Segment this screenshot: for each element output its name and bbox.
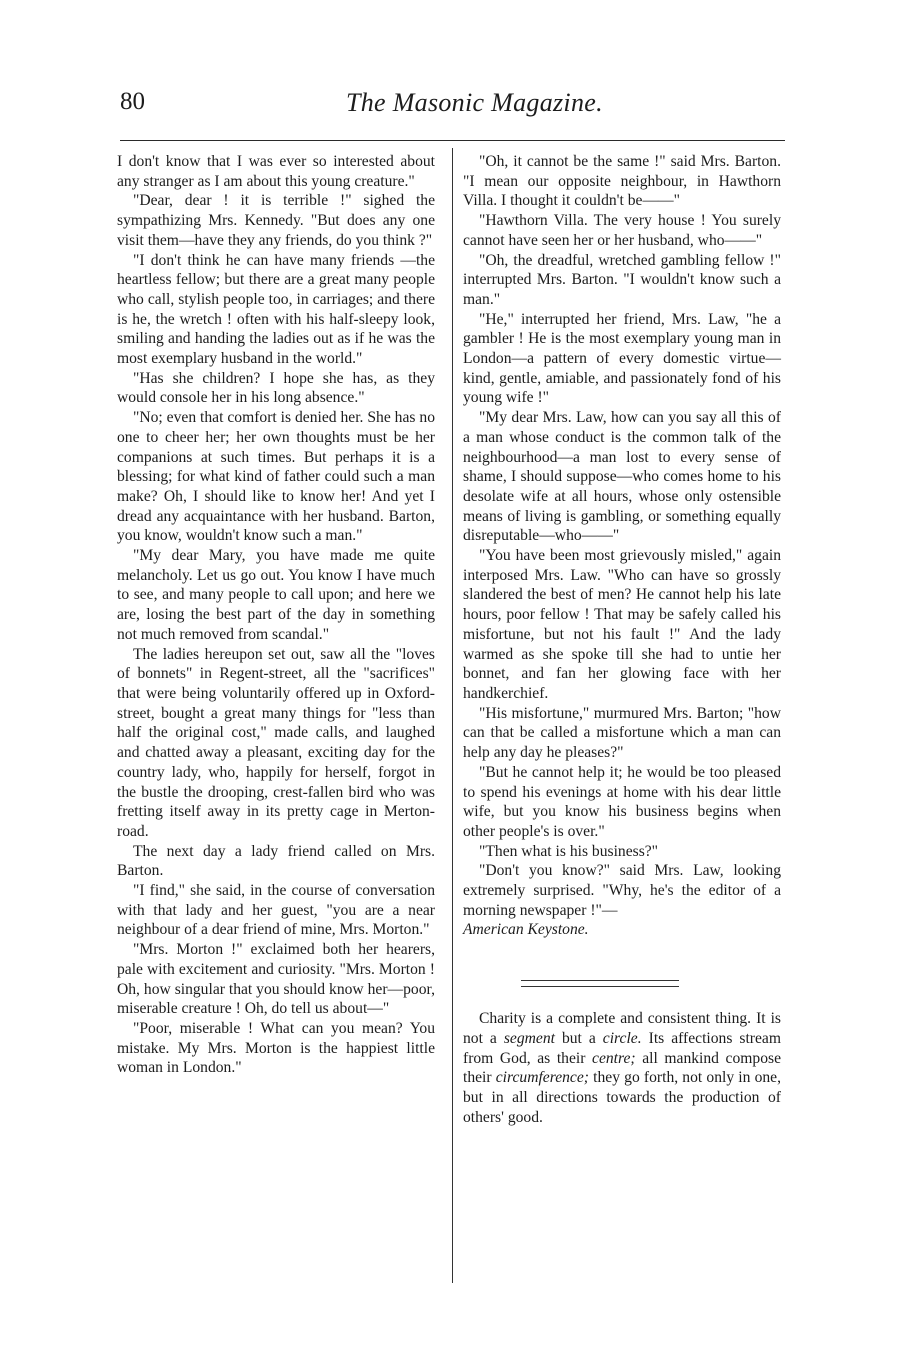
paragraph: "Then what is his business?": [479, 842, 659, 860]
paragraph: "But he cannot help it; he would be too pleased to spend his evenings at home with his dear little wife, but you know his business begins when other people's is over.": [463, 763, 781, 840]
charity-paragraph: [463, 1009, 781, 1127]
page-number: 80: [120, 88, 145, 115]
paragraph: The ladies hereupon set out, saw all the "loves of bonnets" in Regent-street, all the "sacrifices" that were being voluntarily offered up in Oxford-street, bought a great many things for "less than half the original cost," made calls, and laughed and chatted away a pleasant, exciting day for the country lady, who, happily for herself, forgot in the bustle the drooping, crest-fallen bird who was fretting itself away in its pretty cage in Merton-road.: [117, 645, 435, 840]
section-divider: [521, 980, 679, 987]
paragraph: "No; even that comfort is denied her. She has no one to cheer her; her own thoughts must be her companions at such times. But perhaps it is a blessing; for what kind of father could such a man make? Oh, I should like to know her! And yet I dread any acquaintance with her husband. Barton, you know, wouldn't know such a man.": [117, 409, 435, 545]
charity-italic: circumference;: [495, 1069, 589, 1087]
paragraph: "My dear Mary, you have made me quite melancholy. Let us go out. You know I have much to see, and many people to call upon; and here we are, losing the best part of the day in something not much removed from scandal.": [117, 547, 435, 643]
paragraph: "Oh, the dreadful, wretched gambling fellow !" interrupted Mrs. Barton. "I wouldn't know such a man.": [463, 251, 781, 308]
paragraph: I don't know that I was ever so interested about any stranger as I am about this young creature.": [117, 153, 435, 190]
article-signature: [463, 920, 781, 940]
charity-text: they go forth, not only in one, but in all directions towards the production of others' good.: [463, 1069, 781, 1126]
charity-text: Its affections stream from God, as their: [463, 1029, 781, 1067]
right-column: [463, 152, 781, 1127]
paragraph: "Mrs. Morton !" exclaimed both her hearers, pale with excitement and curiosity. "Mrs. Morton ! Oh, how singular that you should know her—poor, miserable creature ! Oh, do tell us about—": [117, 941, 435, 1018]
paragraph: "Has she children? I hope she has, as they would console her in his long absence.": [117, 369, 435, 407]
paragraph: "Don't you know?" said Mrs. Law, looking extremely surprised. "Why, he's the editor of a morning newspaper !"—: [463, 862, 781, 919]
left-column: [117, 152, 435, 1078]
paragraph: "Oh, it cannot be the same !" said Mrs. Barton. "I mean our opposite neighbour, in Hawthorn Villa. I thought it couldn't be——": [463, 153, 781, 210]
charity-text: Charity is a complete and consistent thing. It is not a: [463, 1010, 781, 1047]
charity-italic: circle.: [602, 1029, 642, 1047]
page-header: [0, 0, 901, 140]
paragraph: "I find," she said, in the course of conversation with that lady and her guest, "you are a near neighbour of a dear friend of mine, Mrs. Morton.": [117, 882, 435, 939]
paragraph: The next day a lady friend called on Mrs. Barton.: [117, 842, 435, 880]
paragraph: "Hawthorn Villa. The very house ! You surely cannot have seen her or her husband, who——": [463, 212, 781, 249]
paragraph: "I don't think he can have many friends —the heartless fellow; but there are a great many people who call, stylish people too, in carriages; and there is he, the wretch ! often with his half-sleepy look, smiling and handing the ladies out as if he was the most exemplary husband in the world.": [117, 251, 435, 368]
spacer: [463, 987, 781, 1009]
charity-italic: centre;: [592, 1049, 636, 1067]
column-divider: [452, 148, 453, 1283]
header-rule: [120, 140, 785, 141]
charity-italic: segment: [503, 1029, 555, 1047]
paragraph: "My dear Mrs. Law, how can you say all this of a man whose conduct is the common talk of the neighbourhood—a man lost to every sense of shame, I should suppose—who comes home to his desolate wife at all hours, whose only ostensible means of living is gambling, or something equally disreputable—who——": [463, 409, 781, 545]
paragraph: "He," interrupted her friend, Mrs. Law, "he a gambler ! He is the most exemplary young man in London—a pattern of every domestic virtue—kind, gentle, amiable, and passionately fond of his young wife !": [463, 310, 781, 407]
paragraph: "Dear, dear ! it is terrible !" sighed the sympathizing Mrs. Kennedy. "But does any one visit them—have they any friends, do you think ?": [117, 192, 435, 249]
charity-text: but a: [554, 1029, 603, 1047]
paragraph: "You have been most grievously misled," again interposed Mrs. Law. "Who can have so grossly slandered the best of men? He cannot help his late hours, poor fellow ! That may be safely called his misfortune, but not his fault !" And the lady warmed as she spoke till she had to untie her bonnet, and fan her glowing face with her handkerchief.: [463, 547, 781, 702]
running-title: The Masonic Magazine.: [346, 88, 603, 117]
paragraph: "His misfortune," murmured Mrs. Barton; "how can that be called a misfortune which a man can help any day he pleases?": [463, 704, 781, 762]
charity-text: all mankind compose their: [463, 1049, 781, 1087]
paragraph: "Poor, miserable ! What can you mean? You mistake. My Mrs. Morton is the happiest little woman in London.": [117, 1019, 435, 1077]
signature: American Keystone.: [463, 921, 589, 939]
